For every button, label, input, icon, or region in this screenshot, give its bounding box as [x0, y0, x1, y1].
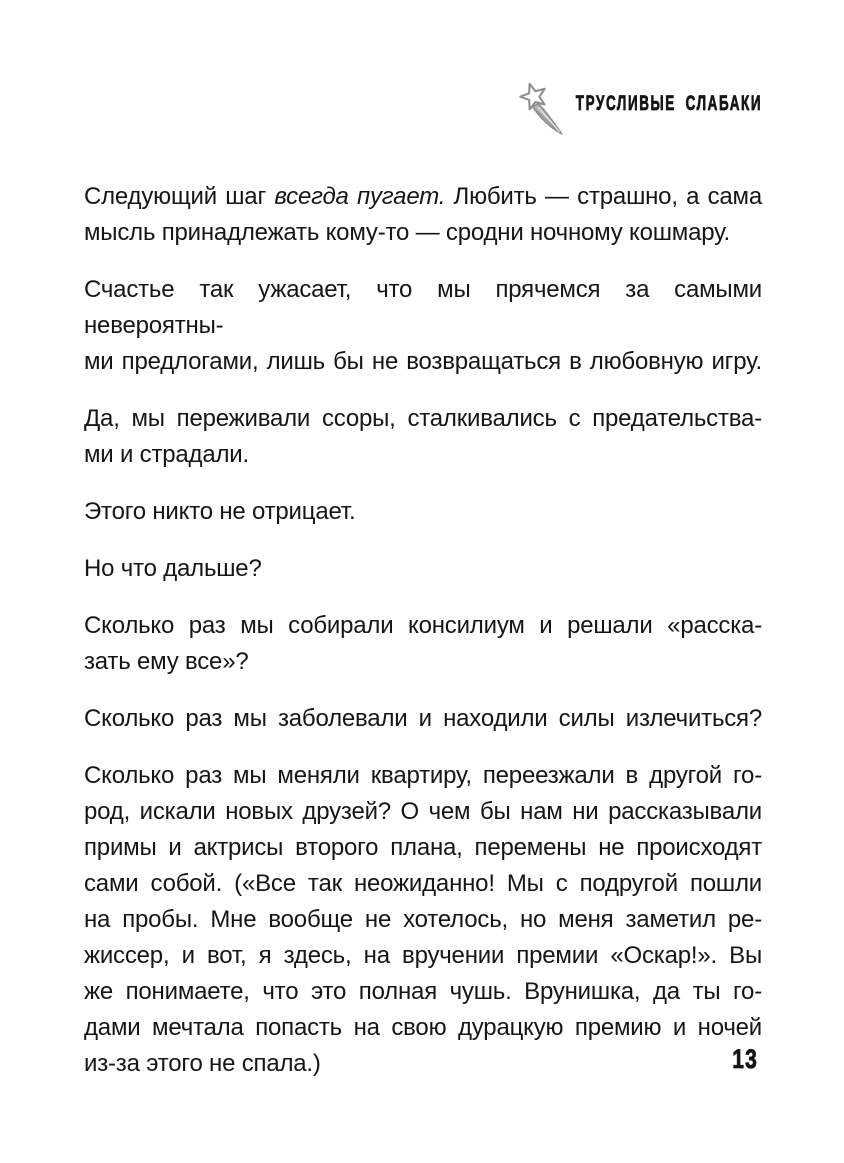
text-segment: примы и актрисы второго плана, перемены не происходят — [84, 834, 762, 861]
text-line — [84, 494, 762, 530]
text-line — [84, 866, 762, 902]
text-segment: жиссер, и вот, я здесь, на вручении премии «Оскар!». Вы — [84, 942, 762, 969]
text-segment: ми и страдали. — [84, 441, 249, 468]
text-segment: Сколько раз мы собирали консилиум и решали «расска- — [84, 612, 762, 639]
text-segment: из-за этого не спала.) — [84, 1050, 321, 1077]
text-line — [84, 938, 762, 974]
text-line — [84, 902, 762, 938]
text-line — [84, 830, 762, 866]
text-segment: Да, мы переживали ссоры, сталкивались с предательства- — [84, 405, 762, 432]
text-segment: Этого никто не отрицает. — [84, 498, 356, 525]
text-segment: Любить — страшно, а сама — [445, 183, 762, 210]
text-line — [84, 272, 762, 344]
text-segment: зать ему все»? — [84, 648, 249, 675]
paragraph — [84, 701, 762, 737]
paragraph — [84, 401, 762, 473]
text-segment: ми предлогами, лишь бы не возвращаться в любовную игру. — [84, 348, 762, 375]
paragraph — [84, 608, 762, 680]
text-segment: Сколько раз мы меняли квартиру, переезжали в другой го- — [84, 762, 762, 789]
italic-text-segment: всегда пугает. — [274, 183, 446, 210]
text-line — [84, 215, 762, 251]
text-line — [84, 344, 762, 380]
text-line — [84, 644, 762, 680]
text-line — [84, 437, 762, 473]
text-line — [84, 179, 762, 215]
text-line — [84, 1010, 762, 1046]
text-line — [84, 401, 762, 437]
text-line — [84, 701, 762, 737]
text-segment: на пробы. Мне вообще не хотелось, но меня заметил ре- — [84, 906, 762, 933]
text-line — [84, 608, 762, 644]
shooting-star-icon — [511, 79, 573, 137]
paragraph — [84, 551, 762, 587]
text-segment: дами мечтала попасть на свою дурацкую премию и ночей — [84, 1014, 762, 1041]
text-segment: Сколько раз мы заболевали и находили силы излечиться? — [84, 705, 762, 732]
text-segment: сами собой. («Все так неожиданно! Мы с подругой пошли — [84, 870, 762, 897]
body-text — [84, 179, 762, 1082]
text-line — [84, 974, 762, 1010]
page-number: 13 — [732, 1044, 758, 1074]
text-segment: Следующий шаг — [84, 183, 275, 210]
text-segment: же понимаете, что это полная чушь. Врунишка, да ты го- — [84, 978, 762, 1005]
text-line — [84, 1046, 762, 1082]
paragraph — [84, 179, 762, 251]
text-segment: мысль принадлежать кому-то — сродни ночному кошмару. — [84, 219, 730, 246]
paragraph — [84, 272, 762, 380]
paragraph — [84, 494, 762, 530]
text-segment: род, искали новых друзей? О чем бы нам ни рассказывали — [84, 798, 762, 825]
paragraph — [84, 758, 762, 1082]
text-line — [84, 551, 762, 587]
chapter-title: ТРУСЛИВЫЕ СЛАБАКИ — [575, 92, 762, 115]
text-segment: Но что дальше? — [84, 555, 262, 582]
text-line — [84, 758, 762, 794]
text-line — [84, 794, 762, 830]
text-segment: Счастье так ужасает, что мы прячемся за самыми невероятны- — [84, 276, 762, 339]
